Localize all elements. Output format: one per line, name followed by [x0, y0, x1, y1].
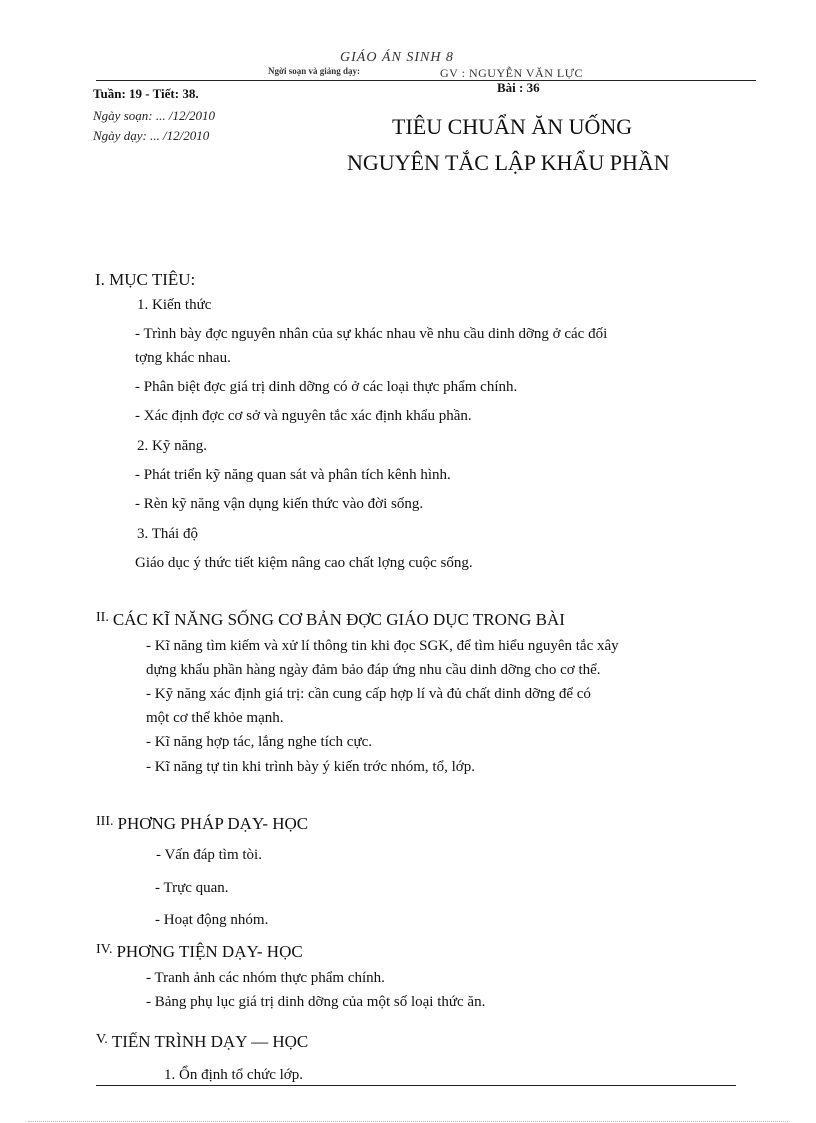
section-2-heading: CÁC KĨ NĂNG SỐNG CƠ BẢN ĐỢC GIÁO DỤC TRONG BÀI — [112, 610, 565, 629]
subsection-attitude: 3. Thái độ — [137, 526, 198, 542]
section-5-heading-row — [96, 1032, 308, 1052]
section-4-heading: PHƠNG TIỆN DẠY- HỌC — [116, 942, 303, 961]
section-2-heading-row — [96, 610, 565, 630]
method-item-1: - Vấn đáp tìm tòi. — [156, 847, 262, 863]
method-item-2: - Trực quan. — [155, 880, 229, 896]
skill-item-1: - Phát triển kỹ năng quan sát và phân tích kênh hình. — [135, 467, 451, 483]
section-2-numeral: II. — [96, 610, 109, 625]
header-author-label: Ngời soạn và giảng dạy: — [268, 66, 360, 76]
page-title: TIÊU CHUẨN ĂN UỐNG — [392, 114, 633, 139]
section-3-heading-row — [96, 814, 308, 834]
section-5-heading: TIẾN TRÌNH DẠY — HỌC — [111, 1032, 309, 1051]
header-subject: GIÁO ÁN SINH 8 — [340, 50, 454, 65]
life-skill-item-3: - Kĩ năng hợp tác, lắng nghe tích cực. — [146, 734, 372, 750]
subsection-knowledge: 1. Kiến thức — [137, 297, 212, 313]
knowledge-item-1: - Trình bày đợc nguyên nhân của sự khác nhau về nhu cầu dinh dỡng ở các đối — [135, 326, 608, 342]
life-skill-item-1-cont: dựng khẩu phần hàng ngày đảm bảo đáp ứng nhu cầu dinh dỡng cho cơ thể. — [146, 662, 601, 678]
week-period: Tuần: 19 - Tiết: 38. — [93, 86, 199, 101]
footer-rule — [96, 1085, 736, 1086]
teach-date: Ngày dạy: ... /12/2010 — [93, 128, 210, 143]
prep-date: Ngày soạn: ... /12/2010 — [93, 108, 216, 123]
process-item-1: 1. Ổn định tổ chức lớp. — [164, 1067, 303, 1083]
page-edge-dots — [28, 1121, 788, 1122]
knowledge-item-2: - Phân biệt đợc giá trị dinh dỡng có ở các loại thực phẩm chính. — [135, 379, 518, 395]
life-skill-item-2: - Kỹ năng xác định giá trị: cần cung cấp hợp lí và đủ chất dinh dỡng để có — [146, 686, 591, 702]
header-rule — [96, 80, 756, 81]
life-skill-item-2-cont: một cơ thể khỏe mạnh. — [146, 710, 284, 726]
section-4-numeral: IV. — [96, 942, 113, 957]
section-4-heading-row — [96, 942, 303, 962]
knowledge-item-1-cont: tợng khác nhau. — [135, 350, 231, 366]
means-item-1: - Tranh ảnh các nhóm thực phẩm chính. — [146, 970, 385, 986]
section-1-heading: I. MỤC TIÊU: — [95, 270, 196, 289]
method-item-3: - Hoạt động nhóm. — [155, 912, 269, 928]
page-subtitle: NGUYÊN TẮC LẬP KHẨU PHẦN — [347, 150, 670, 174]
life-skill-item-4: - Kĩ năng tự tin khi trình bày ý kiến trớc nhóm, tổ, lớp. — [146, 759, 475, 775]
skill-item-2: - Rèn kỹ năng vận dụng kiến thức vào đời sống. — [135, 496, 424, 512]
subsection-skills: 2. Kỹ năng. — [137, 438, 207, 454]
section-5-numeral: V. — [96, 1032, 108, 1047]
means-item-2: - Bảng phụ lục giá trị dinh dỡng của một số loại thức ăn. — [146, 994, 486, 1010]
header-author: GV : NGUYỄN VĂN LỰC — [440, 66, 584, 80]
section-3-heading: PHƠNG PHÁP DẠY- HỌC — [117, 814, 309, 833]
attitude-item-1: Giáo dục ý thức tiết kiệm nâng cao chất lợng cuộc sống. — [135, 555, 473, 571]
lesson-number: Bài : 36 — [497, 80, 540, 95]
life-skill-item-1: - Kĩ năng tìm kiếm và xử lí thông tin khi đọc SGK, để tìm hiểu nguyên tắc xây — [146, 638, 619, 654]
section-3-numeral: III. — [96, 814, 114, 829]
knowledge-item-3: - Xác định đợc cơ sở và nguyên tắc xác định khẩu phần. — [135, 408, 472, 424]
